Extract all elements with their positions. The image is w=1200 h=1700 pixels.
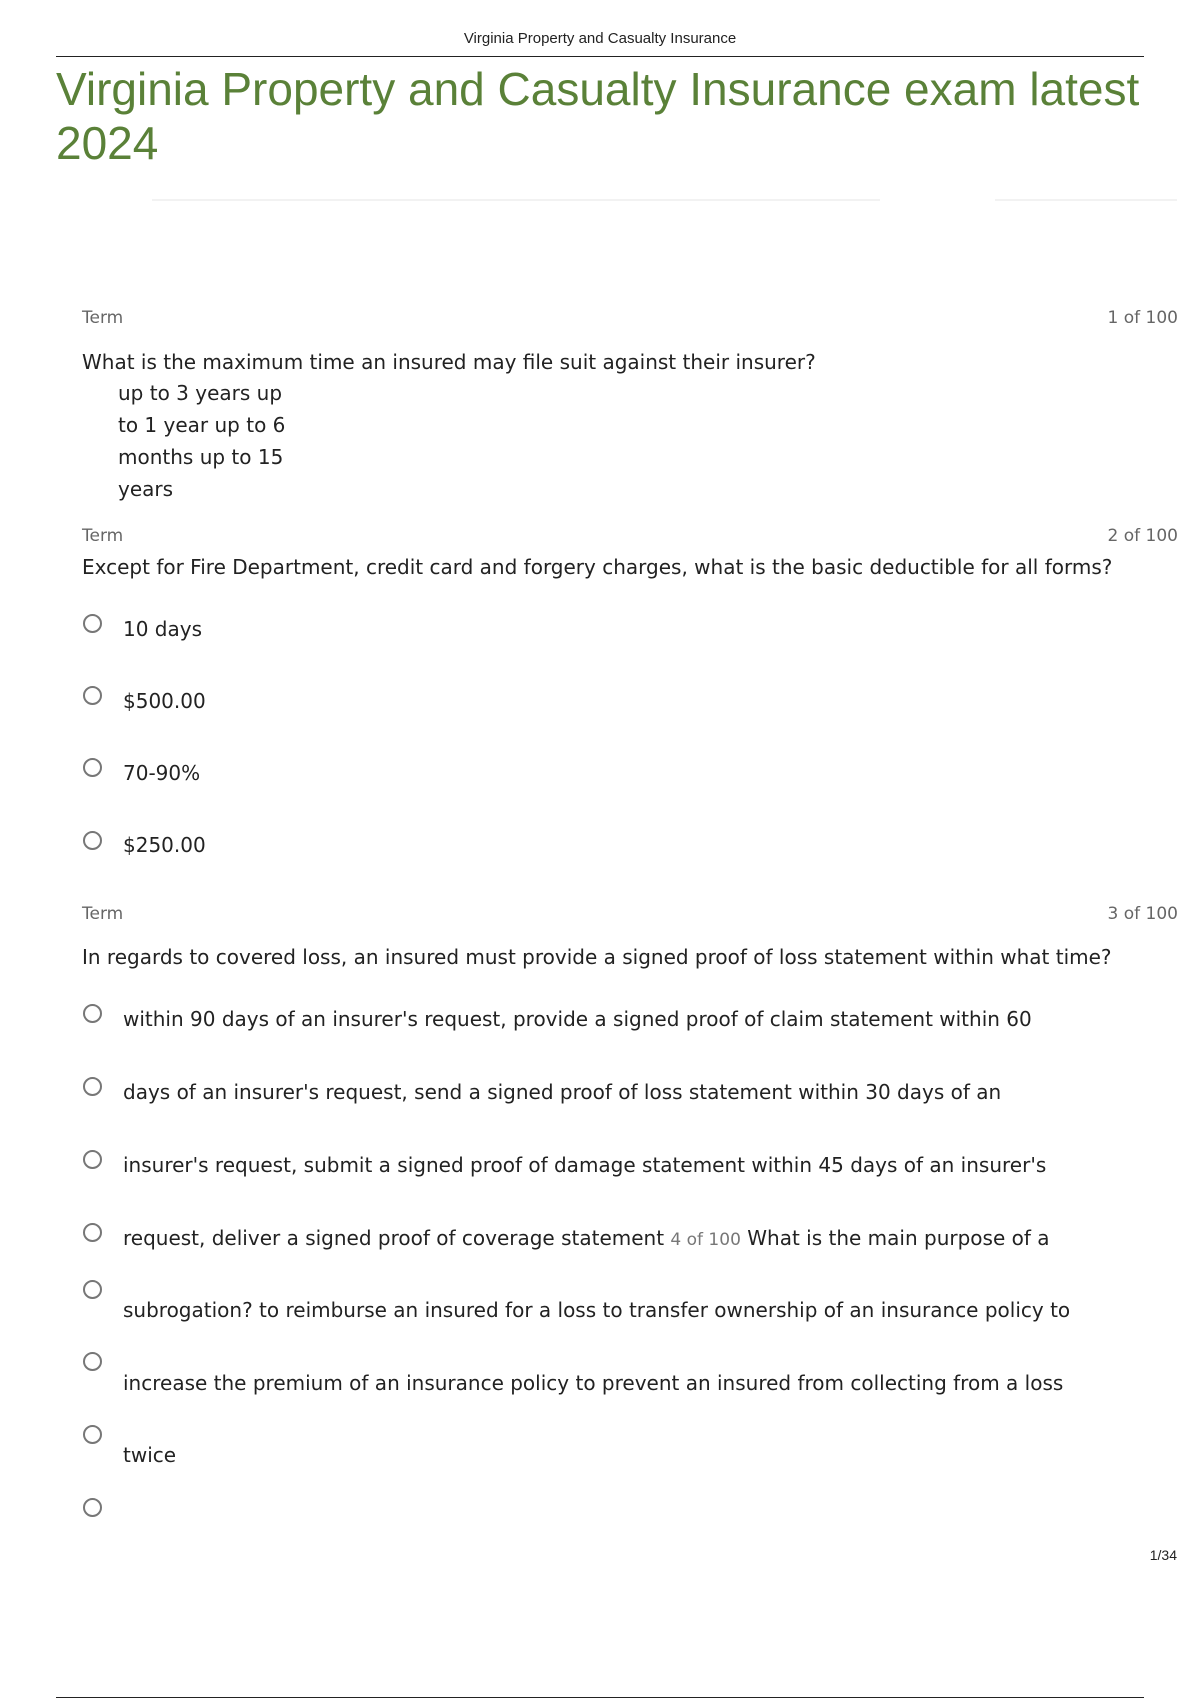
answer-radio[interactable] — [83, 1077, 102, 1096]
term-label: Term — [82, 526, 124, 546]
answer-radio[interactable] — [83, 1352, 102, 1371]
option-text: $500.00 — [123, 689, 206, 713]
option-text: days of an insurer's request, send a signed proof of loss statement within 30 days of an — [123, 1080, 1002, 1104]
page-number: 1/34 — [1149, 1547, 1177, 1563]
answer-radio[interactable] — [83, 1498, 102, 1517]
answer-radio[interactable] — [83, 831, 102, 850]
answer-radio[interactable] — [83, 1223, 102, 1242]
question-text: In regards to covered loss, an insured must provide a signed proof of loss statement within what time? — [82, 945, 1112, 969]
option-text: twice — [123, 1443, 177, 1467]
option-text-part: request, deliver a signed proof of coverage statement — [123, 1226, 665, 1250]
inline-question-text: What is the main purpose of a — [747, 1226, 1050, 1250]
term-count: 2 of 100 — [1107, 526, 1178, 546]
answer-lines — [118, 377, 285, 505]
answer-radio[interactable] — [83, 686, 102, 705]
term-count: 1 of 100 — [1107, 308, 1178, 328]
answer-radio[interactable] — [83, 1425, 102, 1444]
question-text: What is the maximum time an insured may file suit against their insurer? — [82, 350, 816, 374]
option-text: 70-90% — [123, 761, 201, 785]
option-text: increase the premium of an insurance policy to prevent an insured from collecting from a loss — [123, 1371, 1064, 1395]
term-label: Term — [82, 308, 124, 328]
answer-line: years — [118, 477, 174, 501]
option-text: 10 days — [123, 617, 203, 641]
running-header: Virginia Property and Casualty Insurance — [463, 30, 737, 47]
footer-rule — [56, 1697, 1144, 1698]
answer-radio[interactable] — [83, 1004, 102, 1023]
header-rule — [56, 56, 1144, 57]
answer-line: to 1 year up to 6 — [118, 413, 286, 437]
answer-line: months up to 15 — [118, 445, 284, 469]
term-count: 3 of 100 — [1107, 904, 1178, 924]
faint-divider — [995, 199, 1177, 201]
option-text: subrogation? to reimburse an insured for a loss to transfer ownership of an insurance policy to — [123, 1298, 1071, 1322]
answer-line: up to 3 years up — [118, 381, 283, 405]
answer-radio[interactable] — [83, 1280, 102, 1299]
inline-term-count: 4 of 100 — [670, 1230, 741, 1250]
answer-radio[interactable] — [83, 614, 102, 633]
option-text: insurer's request, submit a signed proof of damage statement within 45 days of an insurer's — [123, 1153, 1047, 1177]
option-text — [123, 1226, 1050, 1250]
option-text: $250.00 — [123, 833, 206, 857]
answer-radio[interactable] — [83, 1150, 102, 1169]
question-text: Except for Fire Department, credit card and forgery charges, what is the basic deductible for all forms? — [82, 555, 1113, 579]
term-label: Term — [82, 904, 124, 924]
faint-divider — [152, 199, 880, 201]
option-text: within 90 days of an insurer's request, provide a signed proof of claim statement within 60 — [123, 1007, 1032, 1031]
answer-radio[interactable] — [83, 758, 102, 777]
document-title: Virginia Property and Casualty Insurance exam latest 2024 — [56, 63, 1140, 169]
